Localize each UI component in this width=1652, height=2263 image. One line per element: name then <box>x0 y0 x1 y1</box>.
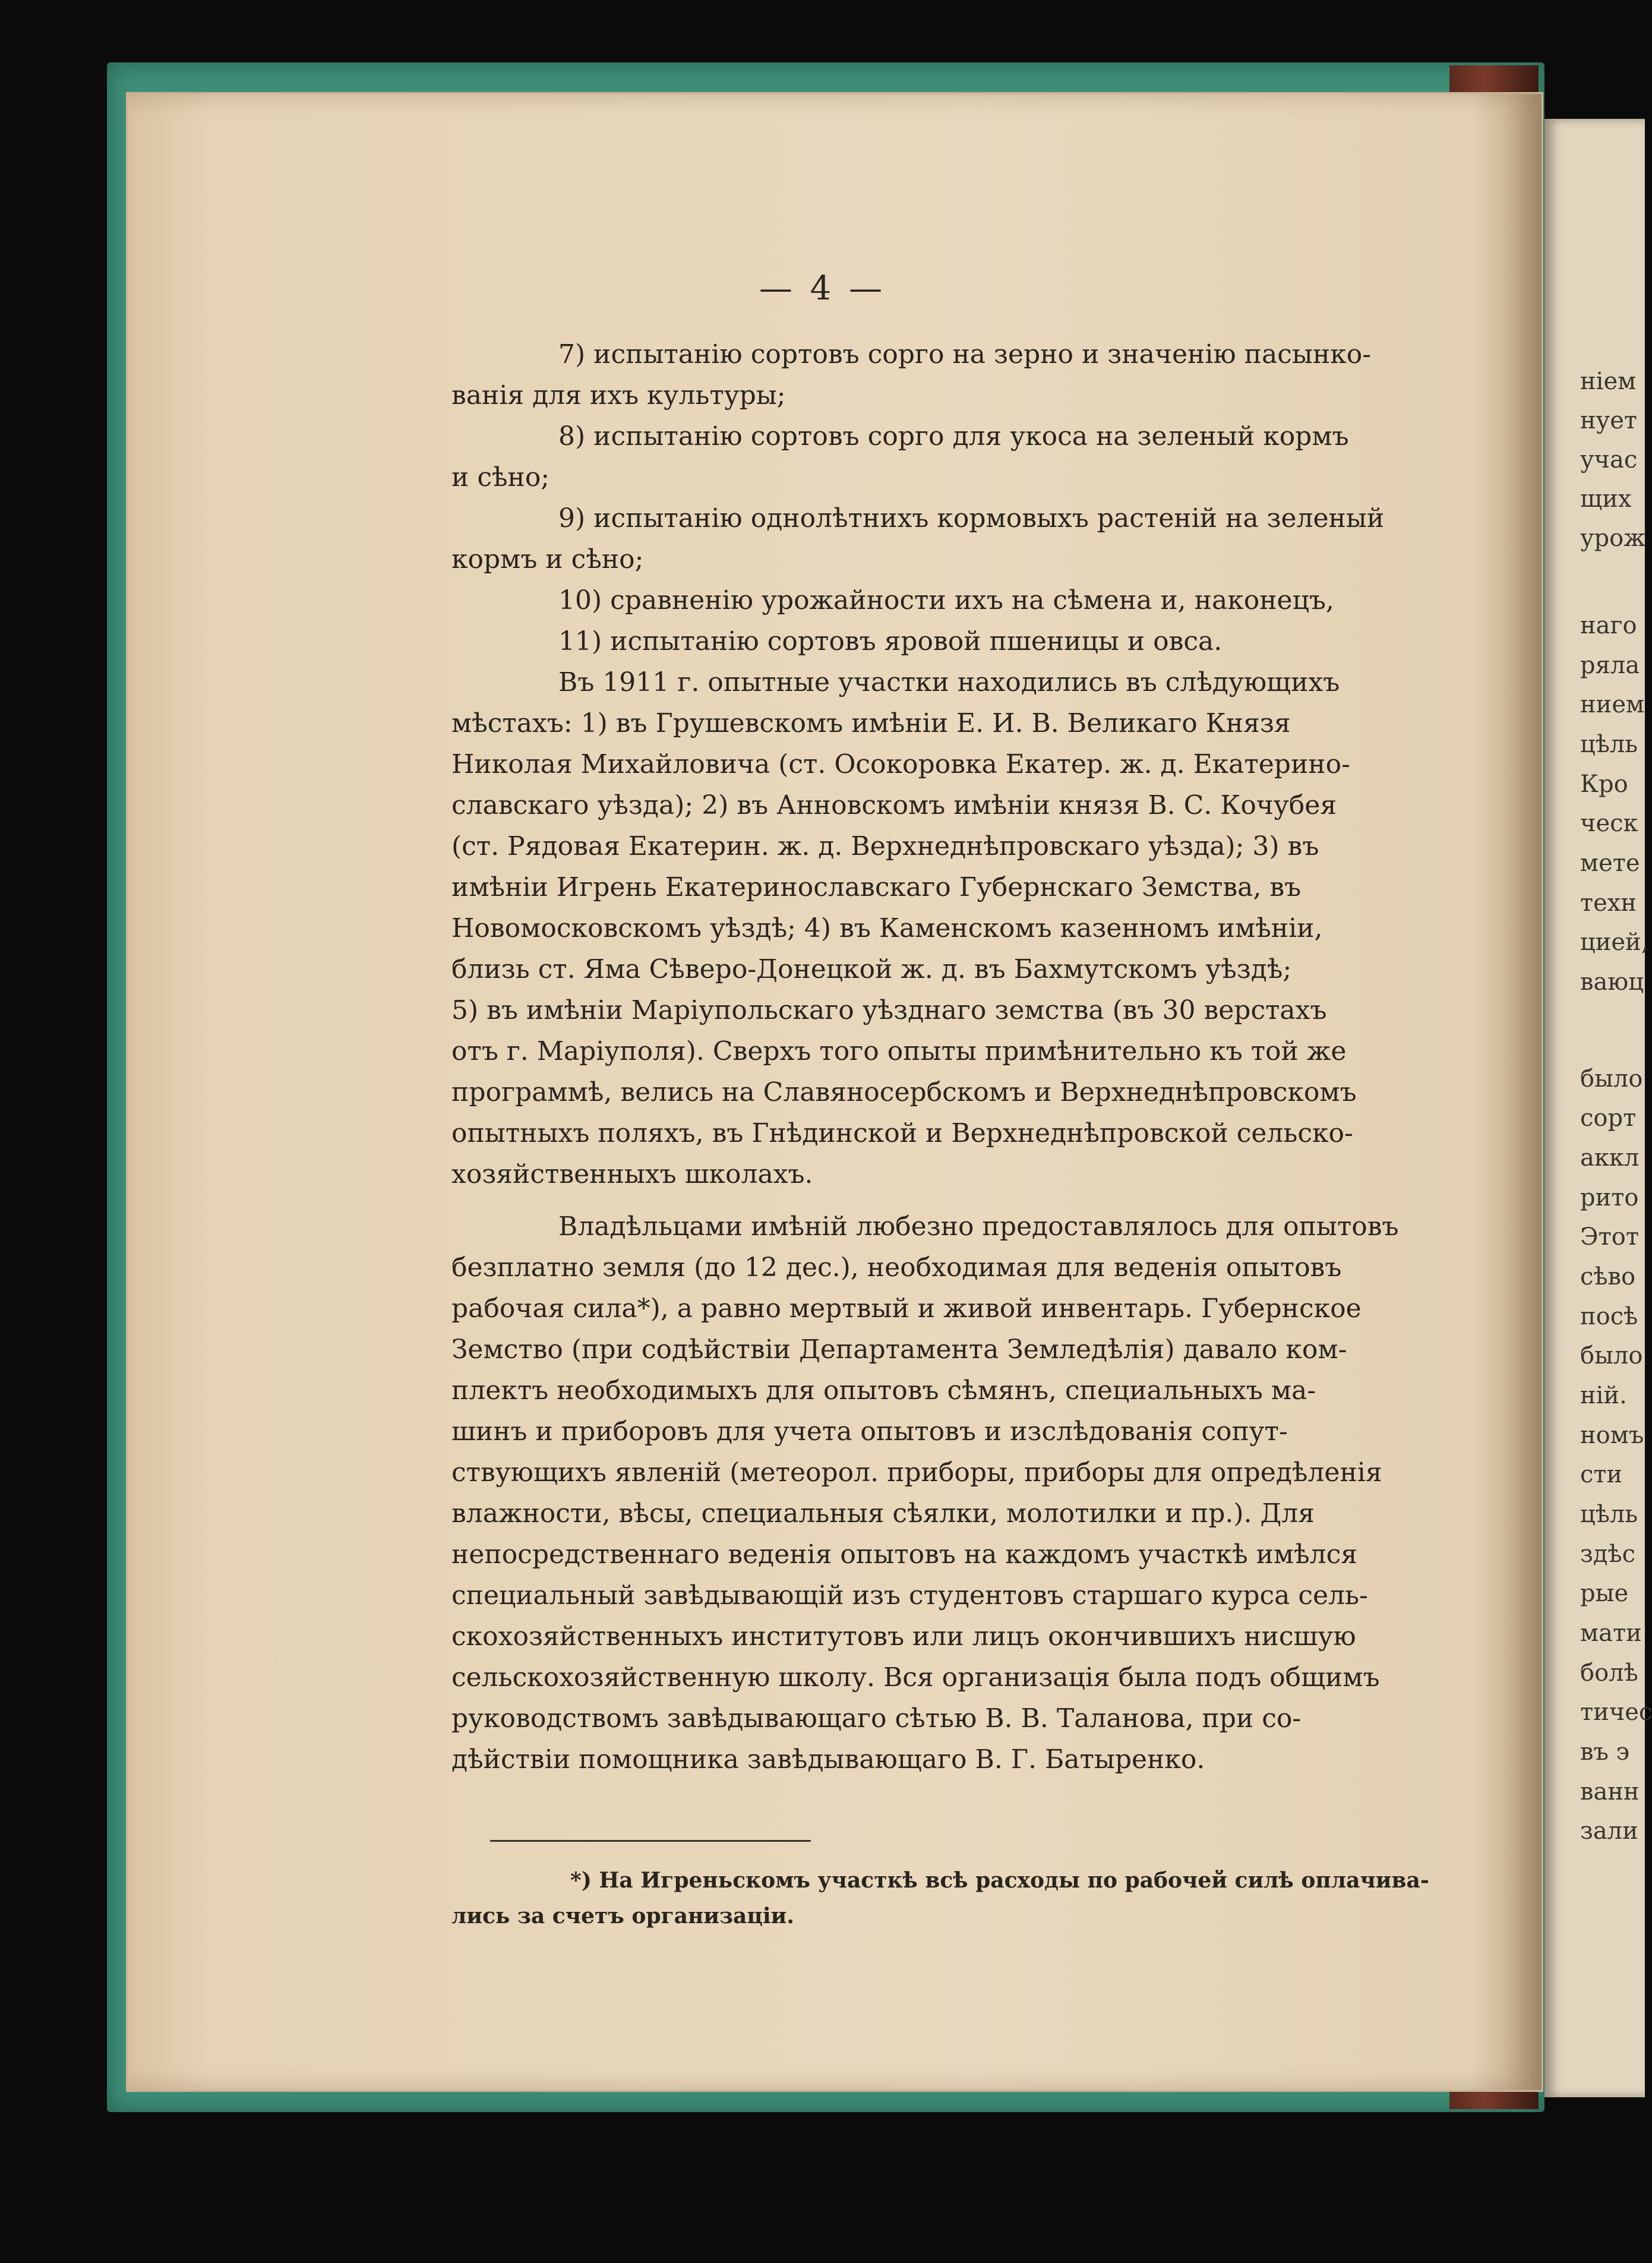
footnote-line: лись за счетъ организаціи. <box>451 1904 794 1929</box>
text-line: Земство (при содѣйствіи Департамента Земледѣлія) давало ком- <box>451 1334 1347 1365</box>
text-line: (ст. Рядовая Екатерин. ж. д. Верхнеднѣпровскаго уѣзда); 3) въ <box>451 831 1319 861</box>
text-line: близь ст. Яма Сѣверо-Донецкой ж. д. въ Бахмутскомъ уѣздѣ; <box>451 954 1292 984</box>
right-frag: цѣль <box>1580 1501 1638 1528</box>
text-line: плектъ необходимыхъ для опытовъ сѣмянъ, специальныхъ ма- <box>451 1375 1316 1406</box>
right-frag: было <box>1580 1342 1643 1369</box>
right-frag: въ э <box>1580 1738 1630 1766</box>
right-frag: рые <box>1580 1580 1629 1607</box>
text-line: специальный завѣдывающій изъ студентовъ старшаго курса сель- <box>451 1580 1368 1611</box>
right-frag: урож <box>1580 525 1646 552</box>
right-frag: рито <box>1580 1184 1639 1211</box>
right-frag: нует <box>1580 407 1637 434</box>
text-line: непосредственнаго веденія опытовъ на каждомъ участкѣ имѣлся <box>451 1539 1358 1570</box>
text-line: дѣйствіи помощника завѣдывающаго В. Г. Батыренко. <box>451 1744 1205 1775</box>
footnote-line: *) На Игреньскомъ участкѣ всѣ расходы по рабочей силѣ оплачива- <box>570 1868 1429 1893</box>
text-line: отъ г. Маріуполя). Сверхъ того опыты примѣнительно къ той же <box>451 1036 1347 1066</box>
right-frag: сорт <box>1580 1104 1637 1132</box>
text-line: 8) испытанію сортовъ сорго для укоса на зеленый кормъ <box>558 421 1349 452</box>
text-line: влажности, вѣсы, специальныя сѣялки, молотилки и пр.). Для <box>451 1498 1315 1529</box>
text-line: опытныхъ поляхъ, въ Гнѣдинской и Верхнеднѣпровской сельско- <box>451 1118 1353 1148</box>
text-line: Владѣльцами имѣній любезно предоставлялось для опытовъ <box>558 1211 1399 1242</box>
right-frag: цѣль <box>1580 731 1638 758</box>
right-frag: цией, <box>1580 929 1649 956</box>
text-line: мѣстахъ: 1) въ Грушевскомъ имѣніи Е. И. В. Великаго Князя <box>451 708 1291 738</box>
text-line: безплатно земля (до 12 дес.), необходимая для веденія опытовъ <box>451 1252 1342 1283</box>
right-frag: сѣво <box>1580 1263 1636 1290</box>
right-frag: щих <box>1580 485 1632 513</box>
right-frag: ванн <box>1580 1778 1640 1806</box>
text-line: 9) испытанію однолѣтнихъ кормовыхъ растеній на зеленый <box>558 503 1385 534</box>
text-line: программѣ, велись на Славяносербскомъ и Верхнеднѣпровскомъ <box>451 1077 1357 1107</box>
right-frag: учас <box>1580 446 1638 474</box>
right-frag: болѣ <box>1580 1659 1638 1687</box>
text-line: кормъ и сѣно; <box>451 544 644 575</box>
text-line: ствующихъ явленій (метеорол. приборы, приборы для опредѣленія <box>451 1457 1382 1488</box>
right-frag: ряла <box>1580 652 1640 679</box>
text-line: имѣніи Игрень Екатеринославскаго Губернскаго Земства, въ <box>451 872 1302 902</box>
right-frag: было <box>1580 1065 1643 1093</box>
text-line: славскаго уѣзда); 2) въ Анновскомъ имѣніи князя В. С. Кочубея <box>451 790 1337 820</box>
text-line: руководствомъ завѣдывающаго сѣтью В. В. Таланова, при со- <box>451 1703 1302 1734</box>
right-frag: ній. <box>1580 1382 1627 1409</box>
text-line: 11) испытанію сортовъ яровой пшеницы и овса. <box>558 626 1223 657</box>
text-line: Новомосковскомъ уѣздѣ; 4) въ Каменскомъ казенномъ имѣніи, <box>451 913 1323 943</box>
right-frag: здѣс <box>1580 1541 1635 1568</box>
right-frag: тичес <box>1580 1699 1652 1726</box>
right-frag: мати <box>1580 1620 1642 1647</box>
right-frag: ніем <box>1580 368 1637 395</box>
text-line: Въ 1911 г. опытные участки находились въ слѣдующихъ <box>558 667 1340 697</box>
right-frag: техн <box>1580 889 1637 917</box>
footnote-rule <box>490 1840 811 1842</box>
text-line: 7) испытанію сортовъ сорго на зерно и значенію пасынко- <box>558 339 1372 370</box>
right-frag: ческ <box>1580 810 1638 837</box>
right-frag: сти <box>1580 1461 1623 1488</box>
right-frag: ваюц <box>1580 968 1644 996</box>
right-frag: Этот <box>1580 1223 1639 1251</box>
right-frag: зали <box>1580 1817 1638 1845</box>
text-line: хозяйственныхъ школахъ. <box>451 1159 813 1189</box>
text-line: Николая Михайловича (ст. Осокоровка Екатер. ж. д. Екатерино- <box>451 749 1350 779</box>
text-line: скохозяйственныхъ институтовъ или лицъ окончившихъ нисшую <box>451 1621 1356 1652</box>
right-frag: аккл <box>1580 1144 1640 1172</box>
text-line: 5) въ имѣніи Маріупольскаго уѣзднаго земства (въ 30 верстахъ <box>451 995 1327 1025</box>
right-frag: мете <box>1580 850 1640 877</box>
text-line: шинъ и приборовъ для учета опытовъ и изслѣдованія сопут- <box>451 1416 1288 1447</box>
right-frag: посѣ <box>1580 1303 1638 1330</box>
text-line: ванія для ихъ культуры; <box>451 380 786 411</box>
text-line: и сѣно; <box>451 462 550 493</box>
text-line: рабочая сила*), а равно мертвый и живой инвентарь. Губернское <box>451 1293 1362 1324</box>
text-line: 10) сравненію урожайности ихъ на сѣмена и, наконецъ, <box>558 585 1334 616</box>
page-number: — 4 — <box>759 269 886 308</box>
right-frag: наго <box>1580 612 1637 639</box>
right-frag: нием <box>1580 691 1645 718</box>
right-frag: номъ <box>1580 1422 1644 1449</box>
right-frag: Кро <box>1580 771 1628 798</box>
text-line: сельскохозяйственную школу. Вся организація была подъ общимъ <box>451 1662 1380 1693</box>
